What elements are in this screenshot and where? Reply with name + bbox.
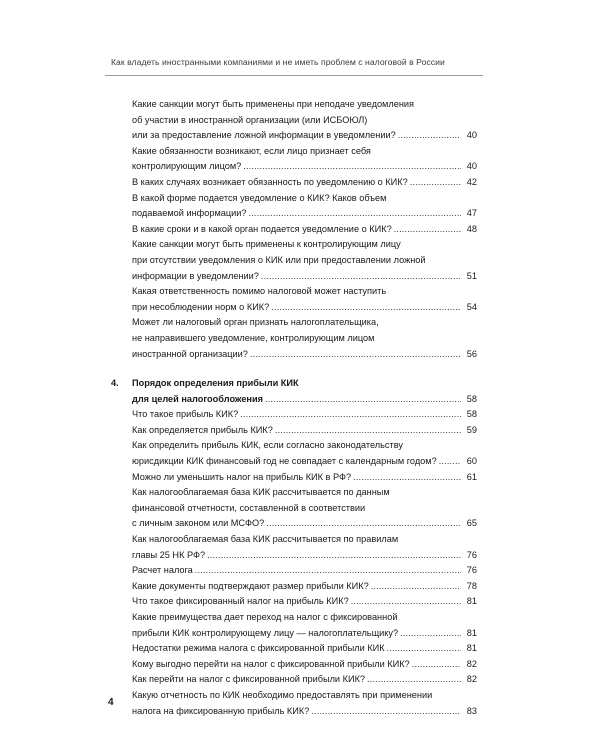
toc-entry-text: финансовой отчетности, составленной в соответствии [132, 502, 366, 513]
toc-entry-text: Можно ли уменьшить налог на прибыль КИК в РФ? [132, 471, 352, 482]
dot-leader [243, 159, 461, 175]
toc-entry[interactable] [132, 641, 477, 657]
dot-leader [351, 594, 461, 610]
toc-entry-line [132, 128, 477, 144]
toc-entry[interactable] [132, 175, 477, 191]
toc-entry-text: В каких случаях возникает обязанность по уведомлению о КИК? [132, 176, 408, 187]
toc-entry-line [132, 331, 477, 347]
toc-entry[interactable] [132, 191, 477, 222]
toc-entry-line [132, 113, 477, 129]
dot-leader [275, 423, 461, 439]
toc-entry-line [132, 470, 477, 486]
toc-entry-line [132, 206, 477, 222]
toc-entry-line [132, 159, 477, 175]
toc-entry[interactable] [132, 423, 477, 439]
toc-entry[interactable] [132, 97, 477, 144]
dot-leader [412, 657, 461, 673]
toc-entry-text: при отсутствии уведомления о КИК или при предоставлении ложной [132, 254, 426, 265]
toc-entry-line [132, 284, 477, 300]
toc-entry-text: информации в уведомлении? [132, 270, 259, 281]
toc-entry-line [132, 438, 477, 454]
toc-entry-line [132, 253, 477, 269]
toc-entry-line [132, 672, 477, 688]
dot-leader [311, 704, 461, 720]
toc-entry-text: Какие преимущества дает переход на налог с фиксированной [132, 612, 398, 622]
toc-entry-line [132, 704, 477, 720]
toc-entry[interactable] [132, 594, 477, 610]
toc-entry-line [132, 454, 477, 470]
toc-entry-page: 76 [466, 549, 477, 560]
toc-entry-line [132, 191, 477, 207]
toc-entry-text: Недостатки режима налога с фиксированной прибыли КИК [132, 643, 385, 654]
toc-entry-text: Какая ответственность помимо налоговой может наступить [132, 286, 387, 297]
toc-entry-text: Какие санкции могут быть применены к контролирующим лицу [132, 239, 401, 250]
toc-entry-line [132, 315, 477, 331]
chapter-title-text: Порядок определения прибыли КИК [132, 378, 299, 389]
toc-entry[interactable] [132, 672, 477, 688]
toc-entry[interactable] [132, 610, 477, 641]
toc-entry-line [132, 300, 477, 316]
toc-entry[interactable] [132, 532, 477, 563]
toc-entry[interactable] [132, 470, 477, 486]
toc-entry[interactable] [132, 237, 477, 284]
toc-entry[interactable] [132, 222, 477, 238]
toc-entry-text: с личным законом или МСФО? [132, 518, 265, 529]
toc-entry-page: 78 [466, 580, 477, 591]
toc-entry-text: подаваемой информации? [132, 208, 247, 219]
toc-entry-line [132, 532, 477, 548]
dot-leader [207, 548, 461, 564]
toc-entry[interactable] [132, 438, 477, 469]
dot-leader [265, 392, 461, 408]
dot-leader [240, 407, 461, 423]
toc-entry[interactable] [132, 657, 477, 673]
toc-entry-line [132, 579, 477, 595]
toc-entry[interactable] [132, 579, 477, 595]
chapter-title-text: для целей налогообложения [132, 393, 263, 404]
toc-entry-text: Как определяется прибыль КИК? [132, 424, 273, 435]
toc-entry[interactable] [132, 485, 477, 532]
toc-entry-text: Какую отчетность по КИК необходимо предоставлять при применении [132, 689, 433, 700]
toc-entry-text: иностранной организации? [132, 348, 248, 359]
chapter-number: 4. [111, 378, 119, 389]
toc-entry-line [132, 237, 477, 253]
dot-leader [398, 128, 461, 144]
dot-leader [261, 269, 461, 285]
toc-entry-line [132, 688, 477, 704]
toc-entry-text: Как перейти на налог с фиксированной прибыли КИК? [132, 674, 366, 685]
dot-leader [195, 563, 461, 579]
toc-entry-text: Какие документы подтверждают размер прибыли КИК? [132, 580, 369, 591]
toc-entry-text: главы 25 НК РФ? [132, 549, 206, 560]
toc-entry[interactable] [132, 315, 477, 362]
toc-entry-line [132, 347, 477, 363]
dot-leader [271, 300, 461, 316]
toc-entry-page: 40 [466, 130, 477, 141]
dot-leader [400, 626, 461, 642]
toc-entry-page: 65 [466, 518, 477, 529]
toc-entry[interactable] [132, 284, 477, 315]
toc-entry-page: 48 [466, 223, 477, 234]
toc-entry-line [132, 97, 477, 113]
toc-entry-text: Расчет налога [132, 565, 193, 576]
toc-entry-line [132, 610, 477, 626]
toc-entry-line [132, 423, 477, 439]
toc-entry[interactable] [132, 144, 477, 175]
dot-leader [394, 222, 461, 238]
chapter-title-line-2 [132, 392, 477, 408]
toc-entry-text: налога на фиксированную прибыль КИК? [132, 705, 310, 716]
toc-section-after [132, 407, 477, 719]
toc-entry-line [132, 175, 477, 191]
toc-entry-text: Как определить прибыль КИК, если согласно законодательству [132, 440, 403, 451]
toc-entry-text: Как налогооблагаемая база КИК рассчитывается по правилам [132, 534, 399, 545]
toc-entry-page: 56 [466, 348, 477, 359]
toc-entry-page: 59 [466, 424, 477, 435]
toc-entry-page: 81 [466, 627, 477, 638]
toc-entry-page: 40 [466, 161, 477, 172]
toc-entry-page: 83 [466, 705, 477, 716]
toc-entry-text: Что такое прибыль КИК? [132, 409, 239, 420]
toc-entry-text: Кому выгодно перейти на налог с фиксированной прибыли КИК? [132, 658, 410, 669]
toc-entry-page: 61 [466, 471, 477, 482]
dot-leader [266, 516, 461, 532]
toc-entry[interactable] [132, 407, 477, 423]
toc-entry-text: об участии в иностранной организации (или ИСБОЮЛ) [132, 114, 368, 125]
dot-leader [353, 470, 461, 486]
toc-entry-page: 81 [466, 596, 477, 607]
dot-leader [367, 672, 461, 688]
toc-entry-text: В какой форме подается уведомление о КИК? Каков объем [132, 192, 387, 203]
dot-leader [250, 347, 461, 363]
toc-entry-page: 42 [466, 176, 477, 187]
running-header: Как владеть иностранными компаниями и не иметь проблем с налоговой в России [111, 57, 445, 67]
toc-entry-line [132, 222, 477, 238]
chapter-page-number: 58 [466, 393, 477, 404]
toc-entry-page: 60 [466, 456, 477, 467]
toc-entry-page: 51 [466, 270, 477, 281]
toc-entry-text: Какие санкции могут быть применены при неподаче уведомления [132, 99, 415, 109]
toc-entry-line [132, 407, 477, 423]
toc-entry-text: контролирующим лицом? [132, 161, 242, 172]
page-number: 4 [108, 697, 114, 708]
toc-entry-line [132, 144, 477, 160]
toc-entry-text: Может ли налоговый орган признать налогоплательщика, [132, 317, 379, 328]
toc-entry-line [132, 485, 477, 501]
dot-leader [439, 454, 461, 470]
toc-entry-page: 82 [466, 658, 477, 669]
toc-entry[interactable] [132, 563, 477, 579]
toc-entry-page: 47 [466, 208, 477, 219]
toc-entry-text: юрисдикции КИК финансовый год не совпадает с календарным годом? [132, 456, 437, 467]
toc-section-before [132, 97, 477, 362]
toc-entry-line [132, 516, 477, 532]
toc-entry-text: Что такое фиксированный налог на прибыль КИК? [132, 596, 349, 607]
toc-entry-text: или за предоставление ложной информации в уведомлении? [132, 130, 396, 141]
toc-entry-text: Как налогооблагаемая база КИК рассчитывается по данным [132, 487, 390, 498]
dot-leader [387, 641, 461, 657]
toc-entry-line [132, 594, 477, 610]
toc-entry-line [132, 501, 477, 517]
header-divider [105, 75, 483, 76]
dot-leader [371, 579, 461, 595]
toc-entry-line [132, 548, 477, 564]
toc-entry-text: Какие обязанности возникают, если лицо признает себя [132, 145, 371, 156]
toc-entry-text: не направившего уведомление, контролирующим лицом [132, 332, 375, 343]
toc-entry-page: 76 [466, 565, 477, 576]
toc-entry[interactable] [132, 688, 477, 719]
toc-entry-text: В какие сроки и в какой орган подается уведомление о КИК? [132, 223, 392, 234]
toc-entry-line [132, 657, 477, 673]
toc-entry-page: 54 [466, 301, 477, 312]
chapter-heading [111, 376, 477, 407]
toc-entry-page: 82 [466, 674, 477, 685]
dot-leader [249, 206, 461, 222]
chapter-title-line-1 [132, 376, 477, 392]
dot-leader [410, 175, 461, 191]
toc-entry-line [132, 641, 477, 657]
table-of-contents [111, 97, 477, 719]
toc-entry-text: при несоблюдении норм о КИК? [132, 301, 270, 312]
toc-entry-line [132, 269, 477, 285]
toc-entry-page: 58 [466, 409, 477, 420]
toc-entry-text: прибыли КИК контролирующему лицу — налогоплательщику? [132, 627, 399, 638]
toc-entry-line [132, 626, 477, 642]
toc-entry-line [132, 563, 477, 579]
toc-entry-page: 81 [466, 643, 477, 654]
